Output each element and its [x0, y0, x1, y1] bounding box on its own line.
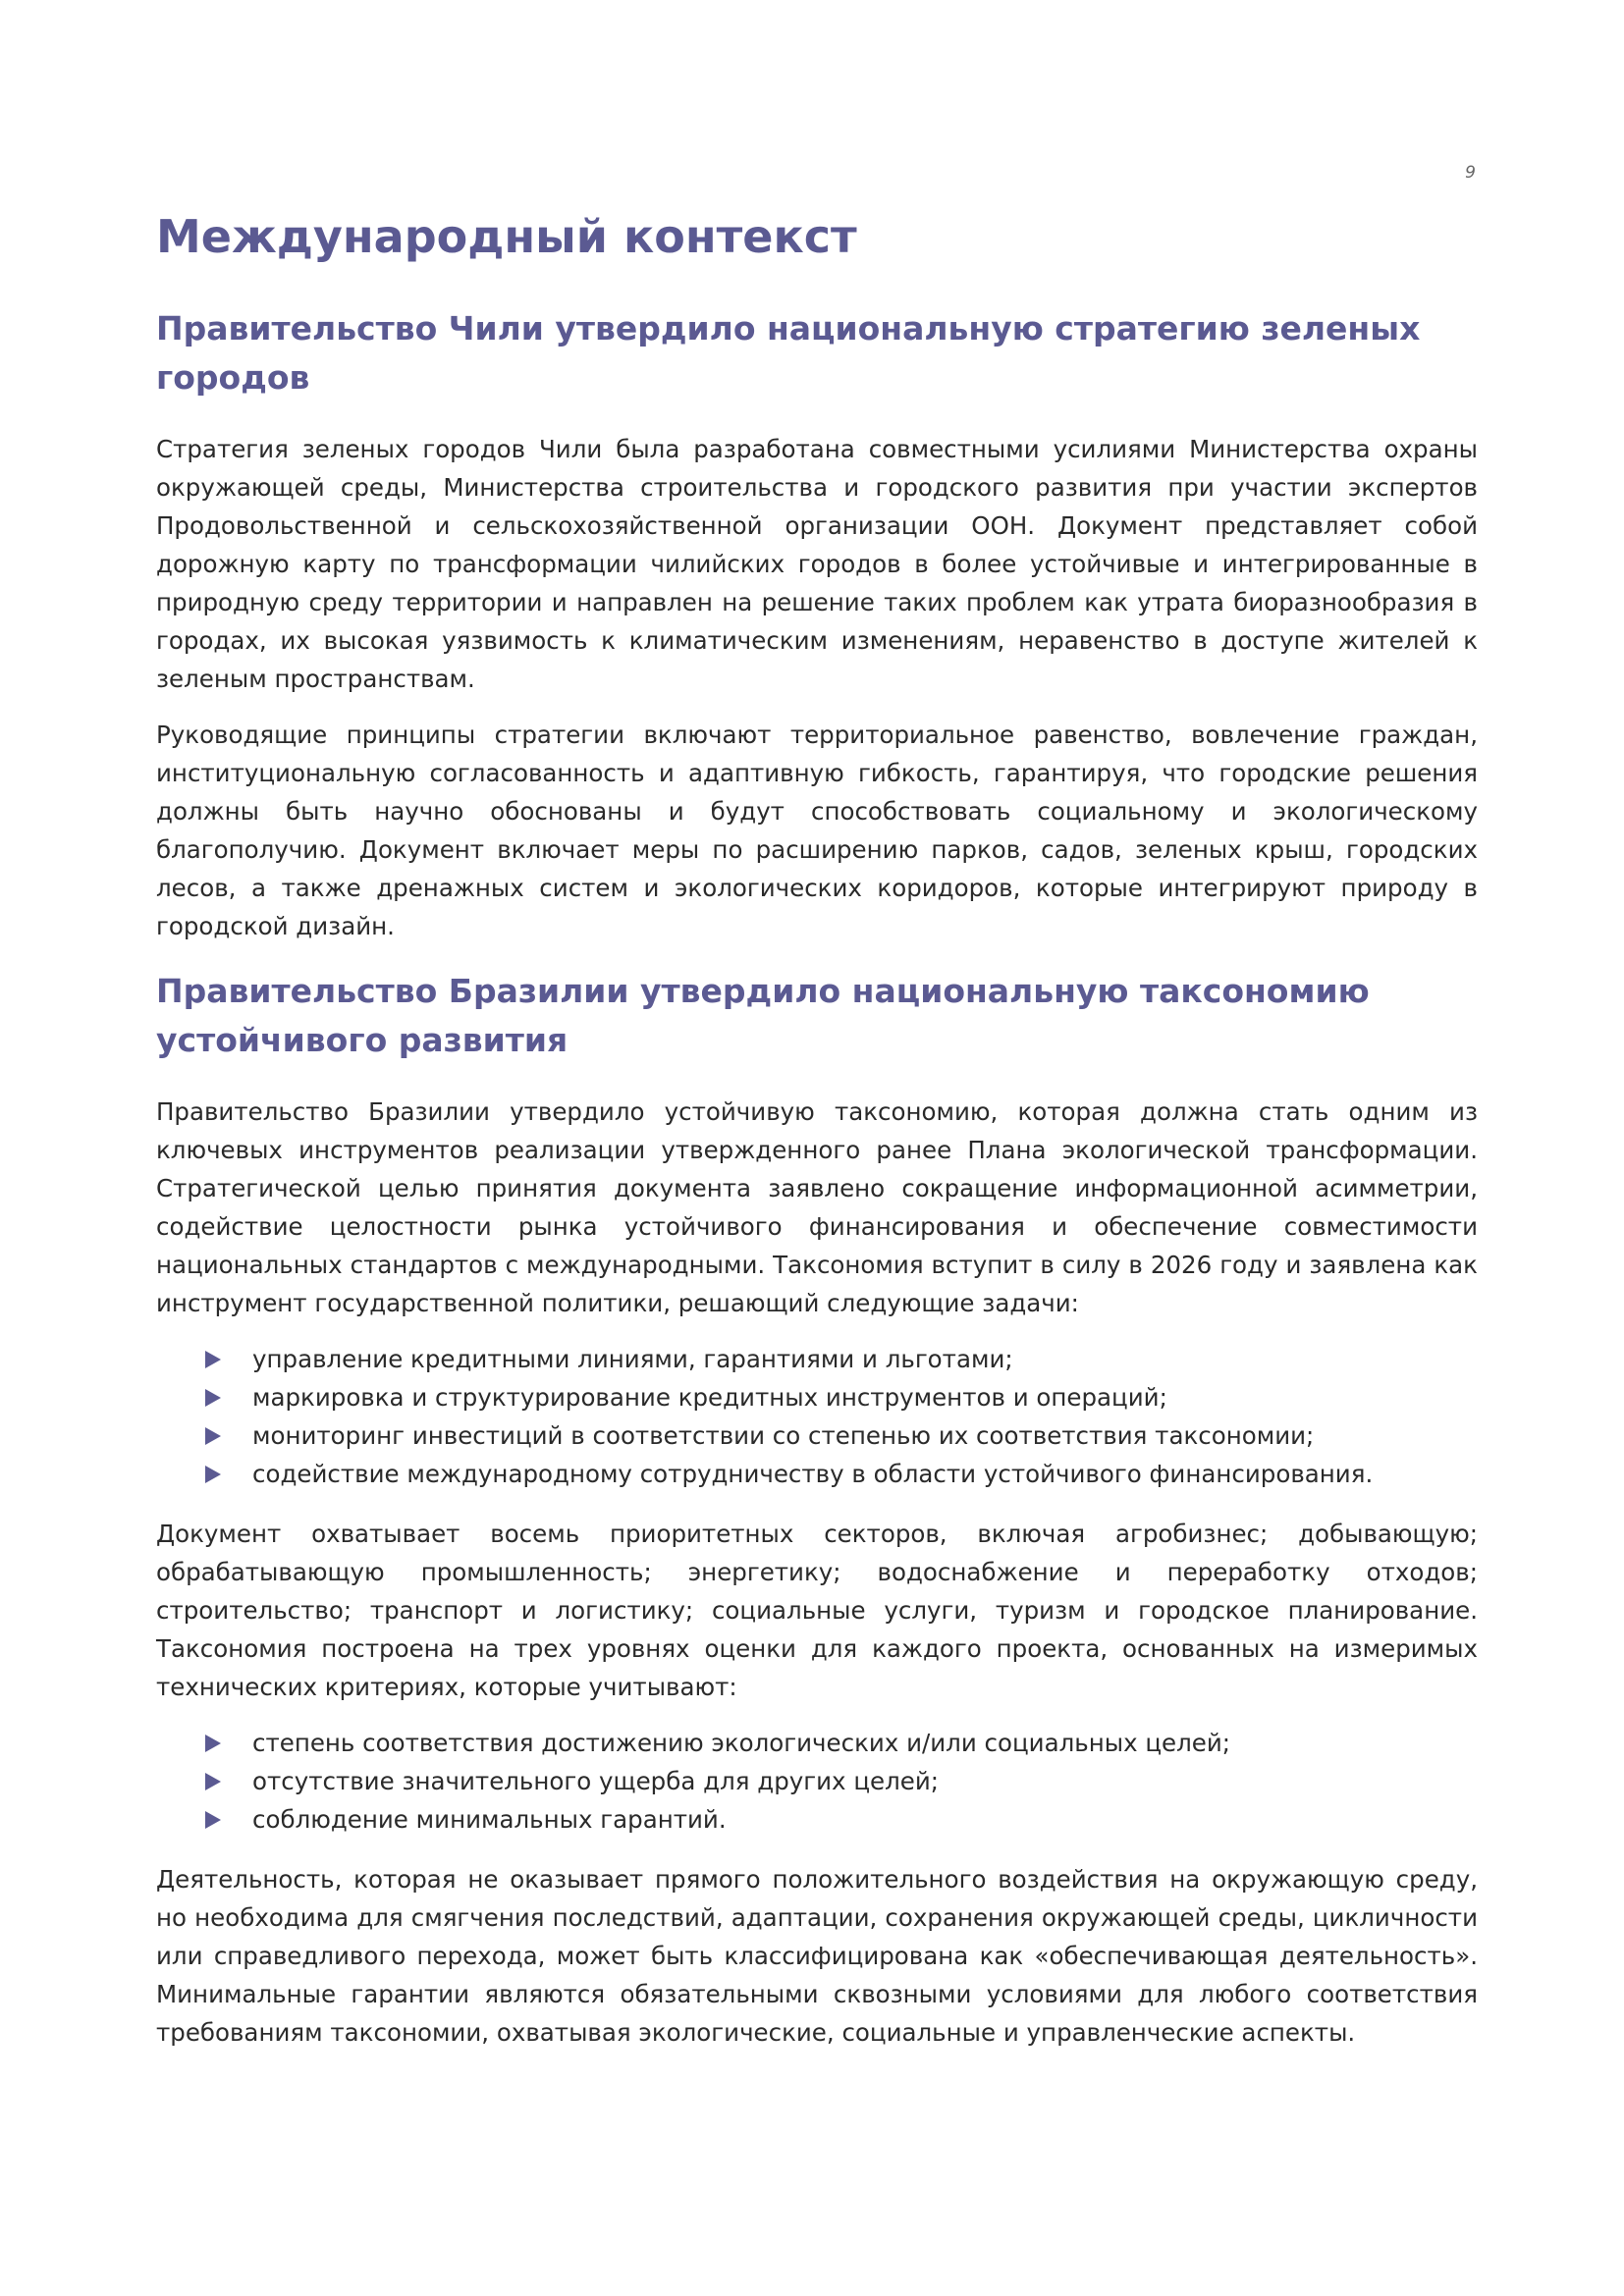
criteria-list — [156, 1724, 1478, 1839]
triangle-right-icon — [205, 1773, 221, 1790]
document-body — [156, 208, 1478, 2069]
list-item — [205, 1724, 1478, 1762]
section-chile — [156, 304, 1478, 945]
page-number: 9 — [1465, 163, 1476, 183]
triangle-right-icon — [205, 1811, 221, 1829]
section-heading-chile: Правительство Чили утвердило национальную стратегию зеленых городов — [156, 308, 1421, 397]
list-item-text: соблюдение минимальных гарантий. — [252, 1804, 727, 1834]
section-heading-brazil: Правительство Бразилии утвердило национальную таксономию устойчивого развития — [156, 971, 1370, 1059]
list-item — [205, 1378, 1478, 1416]
list-item — [205, 1800, 1478, 1839]
list-item-text: отсутствие значительного ущерба для других целей; — [252, 1766, 939, 1795]
triangle-right-icon — [205, 1735, 221, 1752]
list-item — [205, 1455, 1478, 1493]
triangle-right-icon — [205, 1427, 221, 1445]
paragraph-brazil-intro: Правительство Бразилии утвердило устойчивую таксономию, которая должна стать одним из ключевых инструментов реализации утвержденного ранее Плана экологической трансформации. Стратегической целью принятия документа заявлено сокращение информационной асимметрии, содействие целостности рынка устойчивого финансирования и обеспечение совместимости национальных стандартов с международными. Таксономия вступит в силу в 2026 году и заявлена как инструмент государственной политики, решающий следующие задачи: — [156, 1096, 1478, 1317]
paragraph-chile-1: Стратегия зеленых городов Чили была разработана совместными усилиями Министерства охраны окружающей среды, Министерства строительства и городского развития при участии экспертов Продовольственной и сельскохозяйственной организации ООН. Документ представляет собой дорожную карту по трансформации чилийских городов в более устойчивые и интегрированные в природную среду территории и направлен на решение таких проблем как утрата биоразнообразия в городах, их высокая уязвимость к климатическим изменениям, неравенство в доступе жителей к зеленым пространствам. — [156, 434, 1478, 693]
section-brazil — [156, 967, 1478, 2052]
triangle-right-icon — [205, 1351, 221, 1368]
page-title: Международный контекст — [156, 210, 857, 263]
paragraph-chile-2: Руководящие принципы стратегии включают территориальное равенство, вовлечение граждан, институциональную согласованность и адаптивную гибкость, гарантируя, что городские решения должны быть научно обоснованы и будут способствовать социальному и экологическому благополучию. Документ включает меры по расширению парков, садов, зеленых крыш, городских лесов, а также дренажных систем и экологических коридоров, которые интегрируют природу в городской дизайн. — [156, 720, 1478, 940]
list-item-text: мониторинг инвестиций в соответствии со степенью их соответствия таксономии; — [252, 1420, 1315, 1450]
list-item-text: содействие международному сотрудничеству в области устойчивого финансирования. — [252, 1459, 1374, 1488]
list-item — [205, 1416, 1478, 1455]
tasks-list — [156, 1340, 1478, 1493]
list-item — [205, 1762, 1478, 1800]
list-item — [205, 1340, 1478, 1378]
paragraph-brazil-sectors: Документ охватывает восемь приоритетных секторов, включая агробизнес; добывающую; обрабатывающую промышленность; энергетику; водоснабжение и переработку отходов; строительство; транспорт и логистику; социальные услуги, туризм и городское планирование. Таксономия построена на трех уровнях оценки для каждого проекта, основанных на измеримых технических критериях, которые учитывают: — [156, 1519, 1478, 1701]
list-item-text: маркировка и структурирование кредитных инструментов и операций; — [252, 1382, 1167, 1412]
triangle-right-icon — [205, 1466, 221, 1483]
paragraph-brazil-closing: Деятельность, которая не оказывает прямого положительного воздействия на окружающую среду, но необходима для смягчения последствий, адаптации, сохранения окружающей среды, цикличности или справедливого перехода, может быть классифицирована как «обеспечивающая деятельность». Минимальные гарантии являются обязательными сквозными условиями для любого соответствия требованиям таксономии, охватывая экологические, социальные и управленческие аспекты. — [156, 1864, 1478, 2047]
list-item-text: степень соответствия достижению экологических и/или социальных целей; — [252, 1728, 1231, 1757]
list-item-text: управление кредитными линиями, гарантиями и льготами; — [252, 1344, 1013, 1373]
triangle-right-icon — [205, 1389, 221, 1407]
